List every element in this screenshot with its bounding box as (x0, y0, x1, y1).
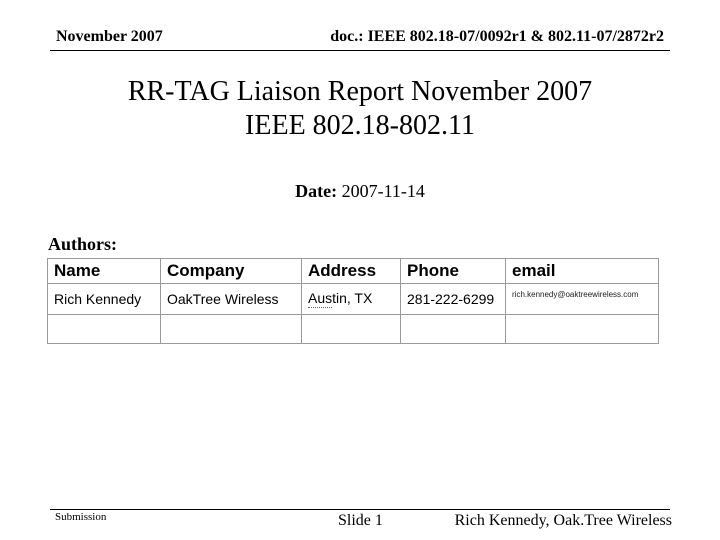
cell-phone: 281-222-6299 (401, 284, 506, 315)
footer-author: Rich Kennedy, Oak.Tree Wireless (454, 512, 672, 529)
title-line-2: IEEE 802.18-802.11 (245, 110, 475, 141)
cell-phone (401, 315, 506, 344)
header-date: November 2007 (56, 28, 163, 45)
column-header-company: Company (161, 259, 302, 284)
address-underline (308, 307, 332, 308)
date-line (0, 181, 720, 202)
column-header-phone: Phone (401, 259, 506, 284)
footer-submission: Submission (55, 511, 107, 523)
title-line-1: RR-TAG Liaison Report November 2007 (127, 76, 593, 107)
footer-divider (50, 509, 670, 510)
cell-name: Rich Kennedy (48, 284, 161, 315)
header-doc-id: doc.: IEEE 802.18-07/0092r1 & 802.11-07/2872r2 (330, 28, 664, 45)
table-header-row (48, 259, 659, 284)
cell-company (161, 315, 302, 344)
date-value: 2007-11-14 (341, 181, 425, 201)
cell-email: rich.kennedy@oaktreewireless.com (506, 284, 659, 315)
date-label: Date: (295, 181, 338, 201)
table-row (48, 284, 659, 315)
cell-company: OakTree Wireless (161, 284, 302, 315)
cell-name (48, 315, 161, 344)
column-header-email: email (506, 259, 659, 284)
header-divider (50, 50, 670, 51)
cell-email (506, 315, 659, 344)
cell-address (302, 284, 401, 315)
column-header-address: Address (302, 259, 401, 284)
table-row (48, 315, 659, 344)
authors-table (47, 258, 659, 344)
footer-slide-number: Slide 1 (338, 512, 383, 529)
cell-address (302, 315, 401, 344)
authors-label: Authors: (48, 234, 118, 254)
column-header-name: Name (48, 259, 161, 284)
cell-address-text: Austin, TX (308, 290, 373, 306)
